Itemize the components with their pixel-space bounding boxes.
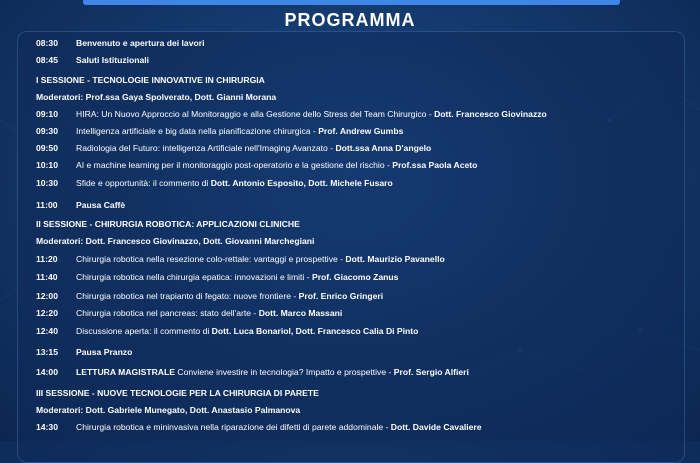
regular-text: AI e machine learning per il monitoraggio post-operatorio e la gestione del rischio - <box>76 160 393 170</box>
program-item <box>36 421 680 433</box>
item-text <box>36 404 300 416</box>
bold-text: Moderatori: Prof.ssa Gaya Spolverato, Dott. Gianni Morana <box>36 92 277 102</box>
item-time: 13:15 <box>36 347 58 357</box>
item-text <box>76 37 204 49</box>
item-time: 11:20 <box>36 254 58 264</box>
item-time: 09:30 <box>36 126 58 136</box>
item-time: 10:10 <box>36 160 58 170</box>
item-text <box>76 307 342 319</box>
bold-text: Prof.ssa Paola Aceto <box>392 160 478 170</box>
program-item <box>36 366 680 378</box>
item-text <box>76 290 383 302</box>
item-time: 08:45 <box>36 55 58 65</box>
bold-text: Pausa Pranzo <box>76 347 133 357</box>
program-item <box>36 307 680 319</box>
bold-text: Dott. Antonio Esposito, Dott. Michele Fusaro <box>210 178 393 188</box>
program-item <box>36 253 680 265</box>
item-time: 10:30 <box>36 178 58 188</box>
program-item <box>36 159 680 171</box>
program-item <box>36 199 680 211</box>
session-heading <box>36 218 680 230</box>
moderators-line <box>36 404 680 416</box>
regular-text: HIRA: Un Nuovo Approccio al Monitoraggio e alla Gestione dello Stress del Team Chirurgico - <box>76 109 435 119</box>
program-item <box>36 37 680 49</box>
item-text <box>76 421 482 433</box>
item-text <box>76 108 547 120</box>
item-time: 08:30 <box>36 38 58 48</box>
program-item <box>36 54 680 66</box>
bold-text: Benvenuto e apertura dei lavori <box>76 38 205 48</box>
regular-text: Chirurgia robotica nel pancreas: stato dell'arte - <box>76 308 259 318</box>
item-time: 12:00 <box>36 291 58 301</box>
regular-text: Chirurgia robotica nella chirurgia epatica: innovazioni e limiti - <box>76 272 312 282</box>
item-text <box>76 199 125 211</box>
moderators-line <box>36 91 680 103</box>
item-time: 14:00 <box>36 367 58 377</box>
bold-text: Prof. Sergio Alfieri <box>393 367 469 377</box>
regular-text: Radiologia del Futuro: intelligenza Artificiale nell'Imaging Avanzato - <box>76 143 336 153</box>
bold-text: Prof. Andrew Gumbs <box>318 126 404 136</box>
item-text <box>76 366 469 378</box>
item-time: 12:40 <box>36 326 58 336</box>
item-text <box>76 159 477 171</box>
regular-text: Sfide e opportunità: il commento di <box>76 178 211 188</box>
regular-text: Intelligenza artificiale e big data nella pianificazione chirurgica - <box>76 126 319 136</box>
header-accent-bar <box>83 0 620 5</box>
regular-text: Discussione aperta: il commento di <box>76 326 212 336</box>
regular-text: Chirurgia robotica nel trapianto di fegato: nuove frontiere - <box>76 291 299 301</box>
program-item <box>36 346 680 358</box>
item-text <box>36 218 300 230</box>
program-item <box>36 325 680 337</box>
item-time: 09:50 <box>36 143 58 153</box>
item-time: 11:40 <box>36 272 58 282</box>
bold-text: Prof. Giacomo Zanus <box>311 272 399 282</box>
page-title: PROGRAMMA <box>284 10 416 30</box>
item-text <box>76 177 393 189</box>
regular-text: Chirurgia robotica nella resezione colo-rettale: vantaggi e prospettive - <box>76 254 346 264</box>
item-text <box>76 253 445 265</box>
item-text <box>36 235 314 247</box>
item-text <box>76 325 418 337</box>
item-text <box>76 346 132 358</box>
bold-text: Moderatori: Dott. Gabriele Munegato, Dott. Anastasio Palmanova <box>36 405 301 415</box>
item-time: 12:20 <box>36 308 58 318</box>
program-item <box>36 290 680 302</box>
item-text <box>36 91 276 103</box>
moderators-line <box>36 235 680 247</box>
program-item <box>36 108 680 120</box>
bold-text: Prof. Enrico Gringeri <box>298 291 384 301</box>
bold-text: LETTURA MAGISTRALE <box>76 367 178 377</box>
bold-text: Saluti Istituzionali <box>76 55 150 65</box>
item-text <box>76 271 398 283</box>
bold-text: Pausa Caffè <box>76 200 126 210</box>
bold-text: Dott. Luca Bonariol, Dott. Francesco Calia Di Pinto <box>211 326 419 336</box>
bold-text: Dott. Marco Massani <box>258 308 343 318</box>
bold-text: Dott.ssa Anna D'angelo <box>335 143 432 153</box>
item-time: 09:10 <box>36 109 58 119</box>
session-heading <box>36 74 680 86</box>
regular-text: Conviene investire in tecnologia? Impatto e prospettive - <box>177 367 394 377</box>
item-text <box>76 142 431 154</box>
item-text <box>36 387 319 399</box>
bold-text: I SESSIONE - TECNOLOGIE INNOVATIVE IN CHIRURGIA <box>36 75 265 85</box>
session-heading <box>36 387 680 399</box>
bold-text: Dott. Maurizio Pavanello <box>345 254 445 264</box>
program-item <box>36 271 680 283</box>
item-text <box>76 125 403 137</box>
bold-text: II SESSIONE - CHIRURGIA ROBOTICA: APPLICAZIONI CLINICHE <box>36 219 300 229</box>
program-item <box>36 177 680 189</box>
item-time: 11:00 <box>36 200 58 210</box>
program-item <box>36 125 680 137</box>
program-item <box>36 142 680 154</box>
item-text <box>76 54 149 66</box>
regular-text: Chirurgia robotica e mininvasiva nella riparazione dei difetti di parete addominale - <box>76 422 391 432</box>
bold-text: Dott. Francesco Giovinazzo <box>434 109 547 119</box>
bold-text: Dott. Davide Cavaliere <box>390 422 482 432</box>
bold-text: III SESSIONE - NUOVE TECNOLOGIE PER LA CHIRURGIA DI PARETE <box>36 388 319 398</box>
item-text <box>36 74 265 86</box>
bold-text: Moderatori: Dott. Francesco Giovinazzo, Dott. Giovanni Marchegiani <box>36 236 315 246</box>
item-time: 14:30 <box>36 422 58 432</box>
